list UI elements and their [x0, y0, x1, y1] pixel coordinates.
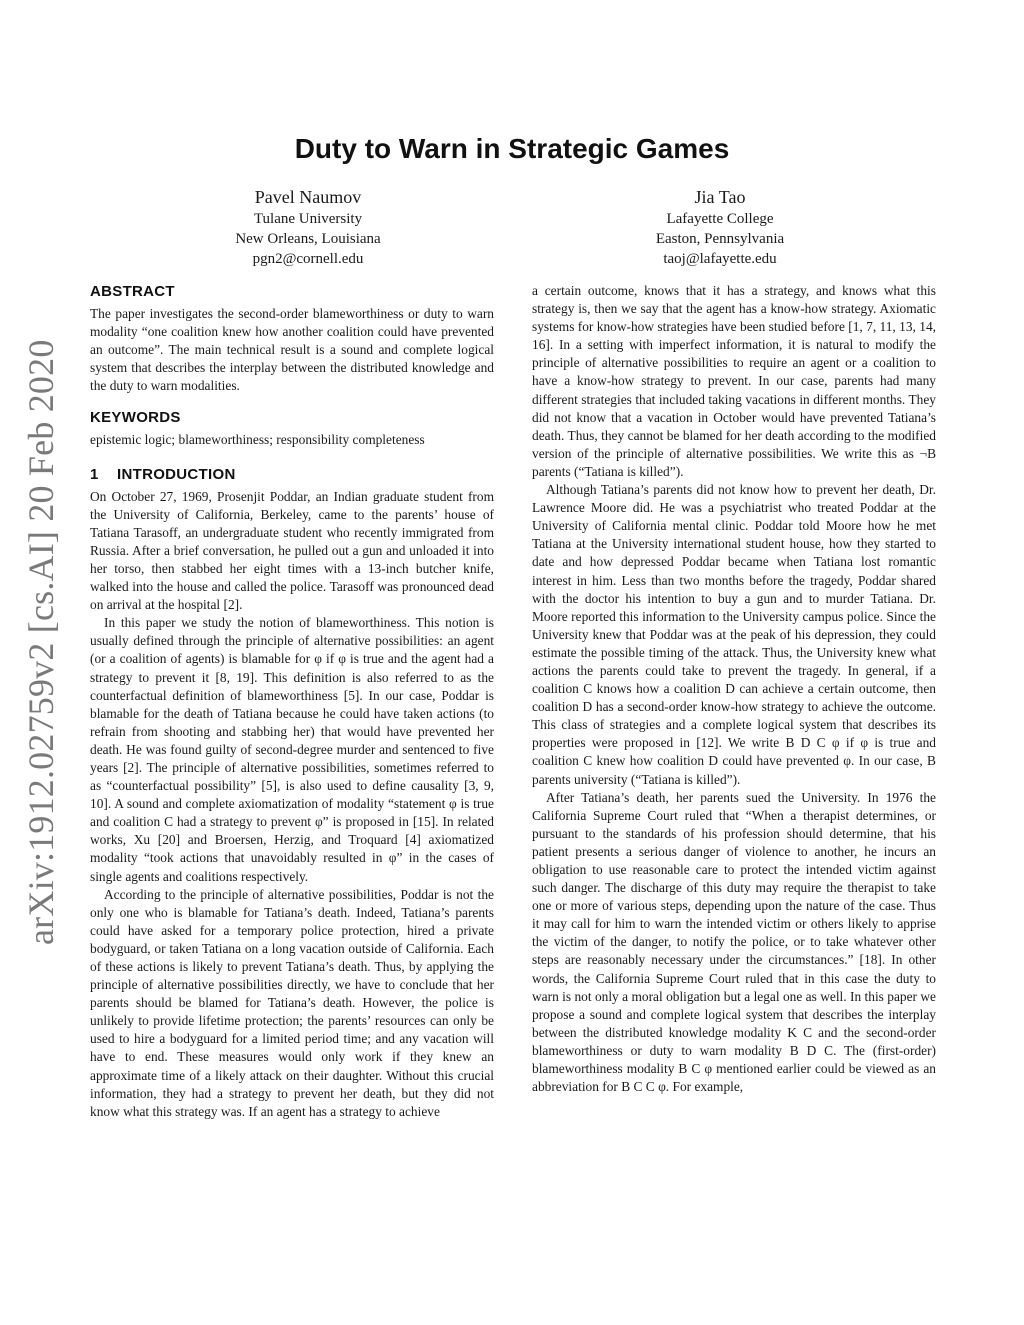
author-location: Easton, Pennsylvania	[655, 231, 785, 247]
abstract-heading: ABSTRACT	[90, 283, 175, 300]
right-column	[532, 282, 936, 1096]
author-block-1	[208, 186, 408, 269]
paper-title: Duty to Warn in Strategic Games	[294, 133, 730, 164]
keywords-text: epistemic logic; blameworthiness; responsibility completeness	[90, 432, 425, 448]
intro-paragraph: In this paper we study the notion of blameworthiness. This notion is usually defined through the principle of alternative possibilities: an agent (or a coalition of agents) is blamable for φ if φ is true and the agent had a strategy to prevent it [8, 19]. This definition is also referred to as the counterfactual definition of blameworthiness [5]. In our case, Poddar is blamable for the death of Tatiana because he could have taken actions (to refrain from shooting and stabbing her) that would have prevented her death. He was found guilty of second-degree murder and sentenced to five years [2]. The principle of alternative possibilities, sometimes referred to as “counterfactual possibility” [5], is also used to define causality [3, 9, 10]. A sound and complete axiomatization of modality “statement φ is true and coalition C had a strategy to prevent φ” is proposed in [15]. In related works, Xu [20] and Broersen, Herzig, and Troquard [4] axiomatized modality “took actions that unavoidably resulted in φ” in the cases of single agents and coalitions respectively.	[90, 615, 494, 884]
author-name: Jia Tao	[694, 187, 746, 207]
keywords-heading: KEYWORDS	[90, 409, 181, 427]
intro-paragraph: On October 27, 1969, Prosenjit Poddar, an Indian graduate student from the University of California, Berkeley, came to the parents’ house of Tatiana Tarasoff, an undergraduate student who recently immigrated from Russia. After a brief conversation, he pulled out a gun and unloaded it into her torso, then stabbed her eight times with a 13-inch butcher knife, walked into the house and called the police. Tarasoff was pronounced dead on arrival at the hospital [2].	[90, 488, 494, 613]
author-name: Pavel Naumov	[254, 187, 362, 207]
section-number: 1	[90, 465, 99, 483]
section-title: INTRODUCTION	[117, 465, 236, 483]
introduction-heading	[90, 465, 494, 485]
arxiv-watermark: arXiv:1912.02759v2 [cs.AI] 20 Feb 2020	[21, 339, 61, 945]
author-location: New Orleans, Louisiana	[235, 231, 381, 247]
author-affiliation: Lafayette College	[666, 211, 774, 227]
author-block-2	[620, 186, 820, 269]
author-email: taoj@lafayette.edu	[663, 251, 777, 267]
intro-paragraph: After Tatiana’s death, her parents sued the University. In 1976 the California Supreme Court ruled that “When a therapist determines, or pursuant to the standards of his profession should determine, that his patient presents a serious danger of violence to another, he incurs an obligation to use reasonable care to protect the intended victim against such danger. The discharge of this duty may require the therapist to take one or more of various steps, depending upon the nature of the case. Thus it may call for him to warn the intended victim or others likely to apprise the victim of the danger, to notify the police, or to take whatever other steps are reasonably necessary under the circumstances.” [18]. In other words, the California Supreme Court ruled that in this case the duty to warn is not only a moral obligation but a legal one as well. In this paper we propose a sound and complete logical system that describes the interplay between the distributed knowledge modality K C and the second-order blameworthiness or duty to warn modality B D C. The (first-order) blameworthiness modality B C φ mentioned earlier could be viewed as an abbreviation for B C C φ. For example,	[532, 789, 936, 1095]
left-column	[90, 282, 494, 1121]
author-affiliation: Tulane University	[253, 211, 363, 227]
intro-paragraph: Although Tatiana’s parents did not know how to prevent her death, Dr. Lawrence Moore did. He was a psychiatrist who treated Poddar at the University of California mental clinic. Poddar told Moore how he met Tatiana at the University international student house, how they started to date and how depressed Poddar became when Tatiana lost romantic interest in him. Less than two months before the tragedy, Poddar shared with the doctor his intention to buy a gun and to murder Tatiana. Dr. Moore reported this information to the University campus police. Since the University knew that Poddar was at the peak of his depression, they could estimate the possible timing of the attack. Thus, the University knew what actions the parents could take to prevent the tragedy. In general, if a coalition C knows how a coalition D can achieve a certain outcome, then coalition D has a second-order know-how strategy to achieve the outcome. This class of strategies and a complete logical system that describes its properties were proposed in [12]. We write B D C φ if φ is true and coalition C knew how coalition D could have prevented φ. In our case, B parents university (“Tatiana is killed”).	[532, 482, 936, 787]
intro-paragraph: According to the principle of alternative possibilities, Poddar is not the only one who is blamable for Tatiana’s death. Indeed, Tatiana’s parents could have asked for a temporary police protection, hired a private bodyguard, or taken Tatiana on a long vacation outside of California. Each of these actions is likely to prevent Tatiana’s death. Thus, by applying the principle of alternative possibilities directly, we have to conclude that her parents should be blamed for Tatiana’s death. However, the police is unlikely to provide lifetime protection; the parents’ resources can only be used to hire a bodyguard for a limited period time; and any vacation will have to end. These measures would only work if they knew an approximate time of a likely attack on their daughter. Without this crucial information, they had a strategy to prevent her death, but they did not know what this strategy was. If an agent has a strategy to achieve	[90, 886, 494, 1119]
intro-paragraph: a certain outcome, knows that it has a strategy, and knows what this strategy is, then we say that the agent has a know-how strategy. Axiomatic systems for know-how strategies have been studied before [1, 7, 11, 13, 14, 16]. In a setting with imperfect information, it is natural to modify the principle of alternative possibilities to require an agent or a coalition to have a know-how strategy to prevent. In our case, parents had many different strategies that included taking vacations in different months. They did not know that a vacation in October would have prevented Tatiana’s death. Thus, they cannot be blamed for her death according to the modified version of the principle of alternative possibilities. We write this as ¬B parents (“Tatiana is killed”).	[532, 283, 936, 479]
author-email: pgn2@cornell.edu	[252, 251, 364, 267]
abstract-text: The paper investigates the second-order blameworthiness or duty to warn modality “one coalition knew how another coalition could have prevented an outcome”. The main technical result is a sound and complete logical system that describes the interplay between the distributed knowledge and the duty to warn modalities.	[90, 306, 494, 394]
